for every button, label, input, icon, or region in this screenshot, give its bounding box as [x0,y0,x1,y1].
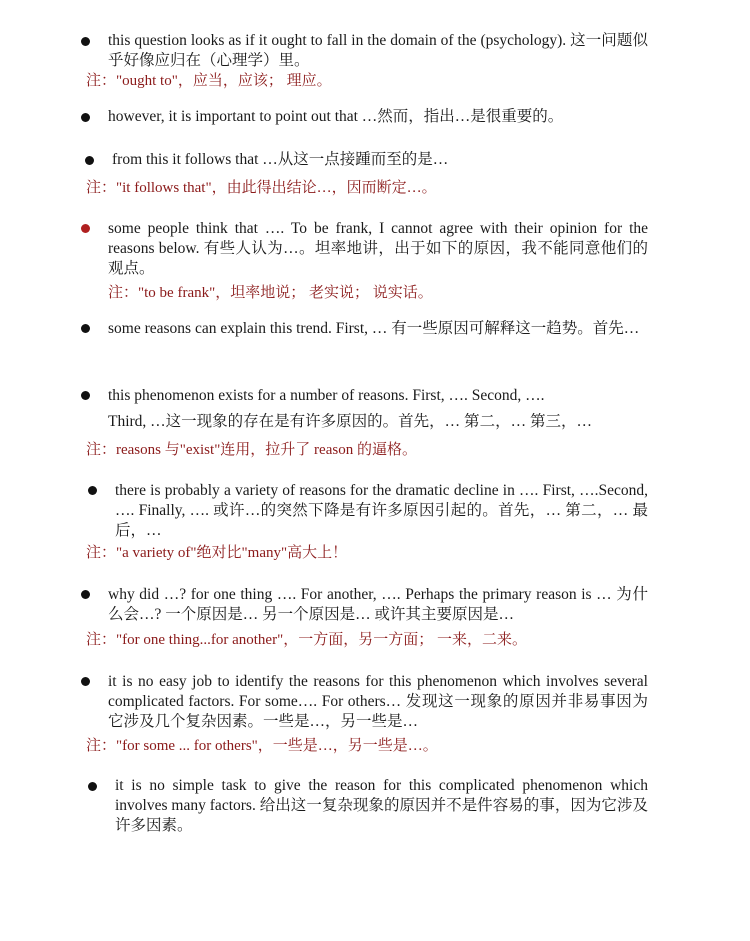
bullet-icon [81,590,90,599]
bullet-icon [81,113,90,122]
phrase-text: it is no easy job to identify the reasons for this phenomenon which involves several complicated factors. For some…. For others… 发现这一现象的原因并非易事因为它涉及几个复杂因素。一些是…，另一些是… [108,673,648,730]
bullet-icon [88,782,97,791]
bullet-icon [81,37,90,46]
bullet-icon [81,224,90,233]
phrase-text: from this it follows that …从这一点接踵而至的是… [112,151,449,168]
phrase-text: this question looks as if it ought to fall in the domain of the (psychology). 这一问题似乎好像应归在（心理学）里。 [108,32,648,69]
phrase-text: there is probably a variety of reasons for the dramatic decline in …. First, ….Second, …. Finally, …. 或许…的突然下降是有许多原因引起的。首先，… 第二，… 最后，… [115,482,648,539]
phrase-text: it is no simple task to give the reason for this complicated phenomenon which involves many factors. 给出这一复杂现象的原因并不是件容易的事，因为它涉及许多因素。 [115,777,648,834]
phrase-text: why did …? for one thing …. For another, …. Perhaps the primary reason is … 为什么会…? 一个原因是… 另一个原因是… 或许其主要原因是… [108,586,648,623]
bullet-icon [81,677,90,686]
phrase-note: 注："a variety of"绝对比"many"高大上！ [86,545,348,561]
phrase-note: 注："ought to"，应当，应该； 理应。 [86,73,332,89]
phrase-note: 注："it follows that"，由此得出结论…，因而断定…。 [86,180,437,196]
phrase-text: some reasons can explain this trend. First, … 有一些原因可解释这一趋势。首先… [108,320,640,337]
phrase-note: 注：reasons 与"exist"连用，拉升了 reason 的逼格。 [86,442,417,458]
phrase-note: 注："to be frank"，坦率地说； 老实说； 说实话。 [108,285,433,301]
bullet-icon [81,324,90,333]
phrase-note: 注："for some ... for others"，一些是…，另一些是…。 [86,738,438,754]
phrase-text-continued: Third, …这一现象的存在是有许多原因的。首先，… 第二，… 第三，… [108,413,592,430]
phrase-note: 注："for one thing...for another"，一方面，另一方面； 一来，二来。 [86,632,527,648]
phrase-text: however, it is important to point out that …然而，指出…是很重要的。 [108,108,564,125]
phrase-text: some people think that …. To be frank, I cannot agree with their opinion for the reasons below. 有些人认为…。坦率地讲，出于如下的原因，我不能同意他们的观点。 [108,220,648,277]
phrase-text: this phenomenon exists for a number of reasons. First, …. Second, …. [108,387,545,404]
bullet-icon [88,486,97,495]
bullet-icon [85,156,94,165]
bullet-icon [81,391,90,400]
